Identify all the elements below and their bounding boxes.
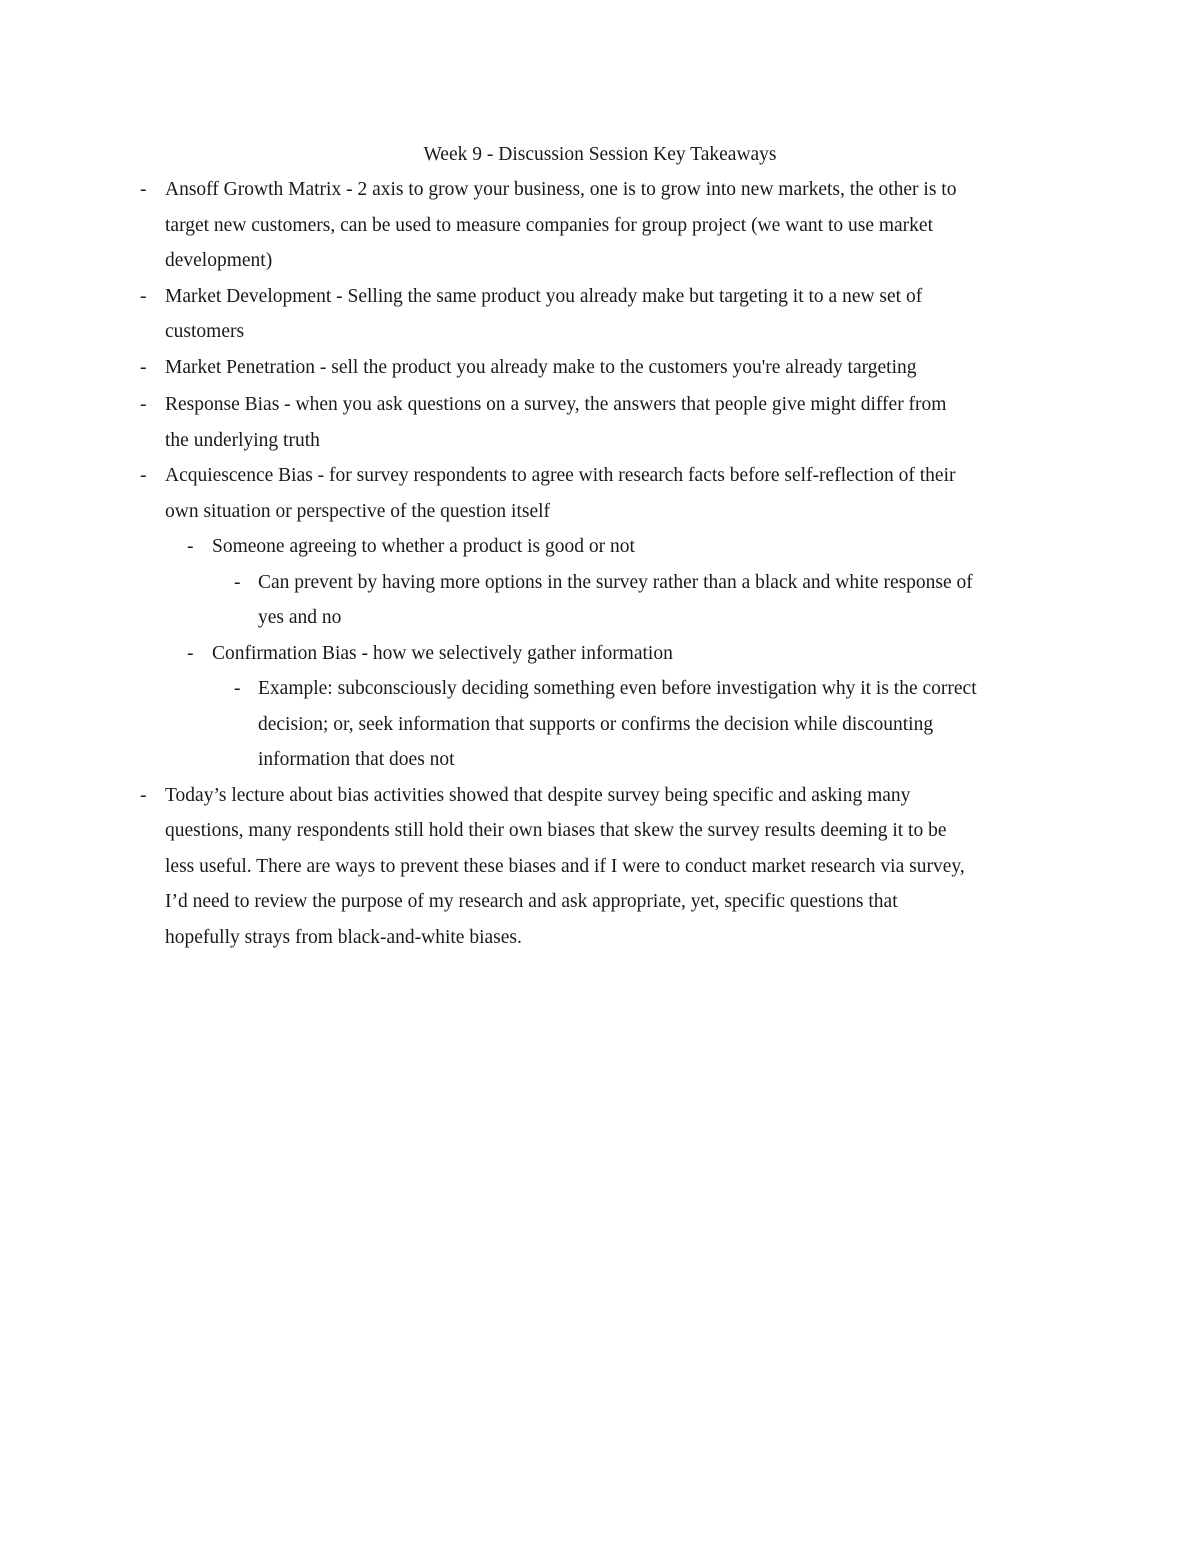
list-item-text bbox=[165, 778, 1065, 956]
text-line: I’d need to review the purpose of my research and ask appropriate, yet, specific questions that bbox=[165, 891, 898, 912]
sub-sub-list-item bbox=[0, 565, 1200, 636]
bullet-dash: - bbox=[140, 465, 147, 486]
list-item bbox=[0, 387, 1200, 458]
list-item-text bbox=[165, 387, 1065, 458]
list-item-text bbox=[212, 636, 1062, 672]
list-item-text bbox=[165, 279, 1065, 350]
text-line: Someone agreeing to whether a product is good or not bbox=[212, 536, 635, 557]
sub-sub-list-item bbox=[0, 671, 1200, 778]
list-item bbox=[0, 279, 1200, 350]
text-line: Can prevent by having more options in the survey rather than a black and white response of bbox=[258, 571, 973, 593]
sub-list-item bbox=[0, 636, 1200, 672]
list-item-text bbox=[165, 172, 1065, 279]
bullet-dash: - bbox=[140, 784, 147, 806]
text-line: Market Penetration - sell the product you already make to the customers you're already targeting bbox=[165, 356, 917, 378]
text-line: customers bbox=[165, 321, 245, 342]
takeaways-list bbox=[0, 172, 1200, 955]
text-line: Confirmation Bias - how we selectively gather information bbox=[212, 642, 673, 664]
bullet-dash: - bbox=[140, 179, 147, 200]
text-line: Response Bias - when you ask questions on a survey, the answers that people give might differ from bbox=[165, 394, 947, 415]
list-item bbox=[0, 778, 1200, 956]
bullet-dash: - bbox=[234, 571, 241, 593]
list-item-text bbox=[165, 350, 1065, 386]
text-line: Today’s lecture about bias activities showed that despite survey being specific and asking many bbox=[165, 784, 911, 806]
text-line: Ansoff Growth Matrix - 2 axis to grow your business, one is to grow into new markets, the other is to bbox=[165, 179, 957, 200]
text-line: the underlying truth bbox=[165, 429, 320, 451]
list-item bbox=[0, 172, 1200, 279]
text-line: Example: subconsciously deciding something even before investigation why it is the correct bbox=[258, 678, 977, 699]
list-item-text bbox=[258, 565, 1063, 636]
bullet-dash: - bbox=[140, 394, 147, 415]
text-line: hopefully strays from black-and-white biases. bbox=[165, 926, 522, 948]
list-item bbox=[0, 350, 1200, 386]
list-item bbox=[0, 458, 1200, 529]
list-item-text bbox=[165, 458, 1065, 529]
bullet-dash: - bbox=[234, 678, 241, 699]
text-line: information that does not bbox=[258, 749, 455, 770]
text-line: less useful. There are ways to prevent these biases and if I were to conduct market research via survey, bbox=[165, 855, 965, 877]
sub-list-item bbox=[0, 529, 1200, 565]
text-line: Acquiescence Bias - for survey respondents to agree with research facts before self-reflection of their bbox=[165, 465, 956, 486]
text-line: yes and no bbox=[258, 607, 342, 628]
text-line: Market Development - Selling the same product you already make but targeting it to a new set of bbox=[165, 285, 923, 307]
list-item-text bbox=[258, 671, 1063, 778]
bullet-dash: - bbox=[140, 285, 147, 307]
list-item-text bbox=[212, 529, 1062, 565]
text-line: own situation or perspective of the question itself bbox=[165, 500, 551, 522]
page-title: Week 9 - Discussion Session Key Takeaways bbox=[423, 144, 777, 165]
bullet-dash: - bbox=[187, 642, 194, 664]
text-line: target new customers, can be used to measure companies for group project (we want to use market bbox=[165, 214, 934, 236]
bullet-dash: - bbox=[140, 356, 147, 378]
text-line: questions, many respondents still hold their own biases that skew the survey results deeming it to be bbox=[165, 820, 947, 841]
bullet-dash: - bbox=[187, 536, 194, 557]
text-line: decision; or, seek information that supports or confirms the decision while discounting bbox=[258, 713, 934, 735]
text-line: development) bbox=[165, 250, 273, 271]
